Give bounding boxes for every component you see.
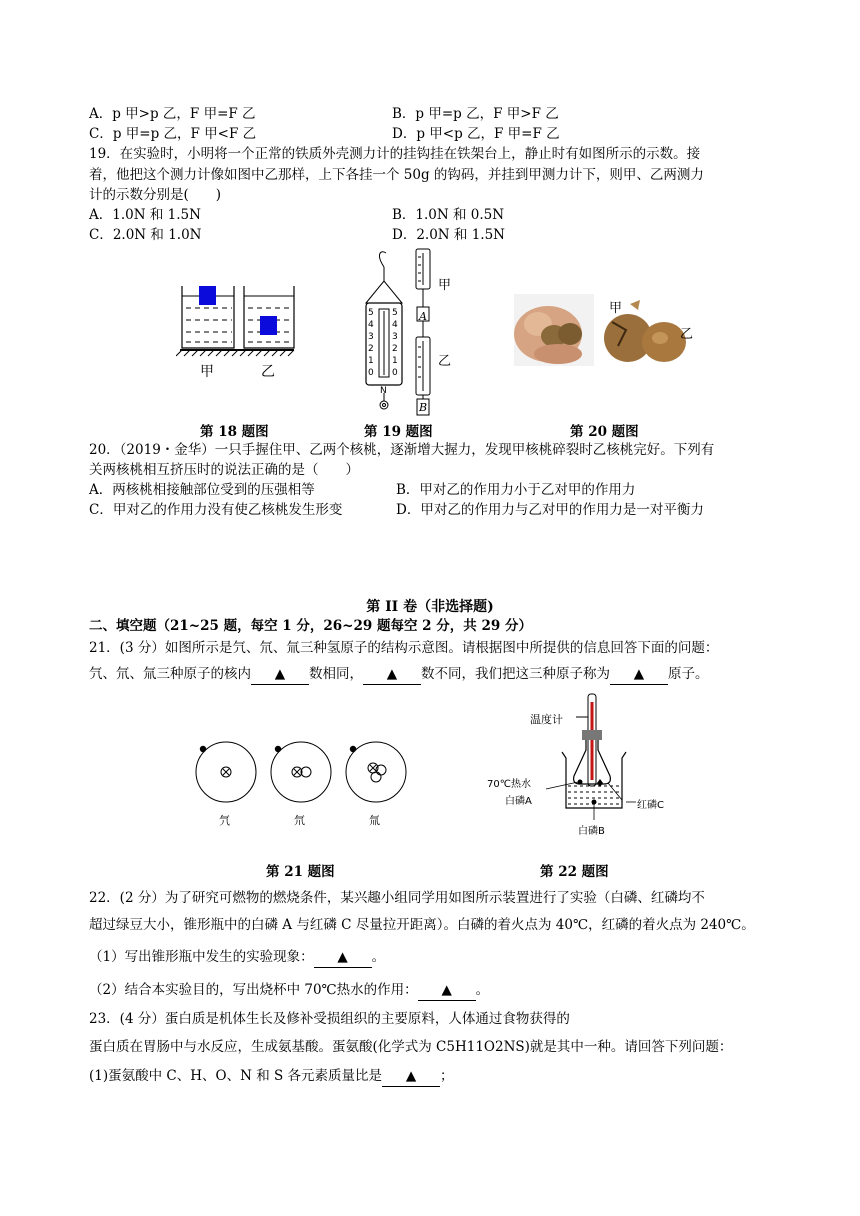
svg-text:N: N <box>380 386 387 396</box>
q22-blank-2[interactable]: ▲ <box>418 980 476 1001</box>
fig21-atom1-label: 氕 <box>219 814 230 827</box>
q21-stem-line1: 21．(3 分）如图所示是氕、氘、氚三种氢原子的结构示意图。请根据图中所提供的信息回答下面的问题： <box>89 640 719 656</box>
figure-21-hydrogen-atoms <box>190 734 416 810</box>
fig22-thermometer-label: 温度计 <box>530 713 563 726</box>
svg-text:2: 2 <box>368 344 374 354</box>
q21-stem-line2: 氕、氘、氚三种原子的核内 ▲ 数相同， ▲ 数不同，我们把这三种原子称为 ▲ 原子。 <box>89 664 709 685</box>
fig22-red-p-c-label: 红磷C <box>637 800 664 811</box>
svg-text:3: 3 <box>392 332 398 342</box>
svg-text:4: 4 <box>368 320 374 330</box>
fig18-label-yi: 乙 <box>261 364 275 380</box>
q20-stem-line2: 关两核桃相互挤压时的说法正确的是（ ） <box>89 462 359 478</box>
q21-blank-1[interactable]: ▲ <box>251 664 309 685</box>
section-part-heading: 二、填空题（21~25 题，每空 1 分，26~29 题每空 2 分，共 29 分） <box>89 618 532 634</box>
svg-text:5: 5 <box>368 308 374 318</box>
q23-stem-line1: 23．(4 分）蛋白质是机体生长及修补受损组织的主要原料，人体通过食物获得的 <box>89 1011 570 1027</box>
figure-18-containers <box>176 284 300 380</box>
fig20-label-jia: 甲 <box>609 301 623 316</box>
q18-option-a: A．p 甲>p 乙，F 甲=F 乙 <box>89 106 256 122</box>
figure-19-spring-scales <box>356 247 462 417</box>
q20-option-c: C．甲对乙的作用力没有使乙核桃发生形变 <box>89 502 343 518</box>
svg-text:1: 1 <box>368 356 374 366</box>
svg-text:0: 0 <box>368 368 374 378</box>
q19-stem-line3: 计的示数分别是( ) <box>89 187 222 203</box>
q23-stem-line2: 蛋白质在胃肠中与水反应，生成氨基酸。蛋氨酸(化学式为 C5H11O2NS)就是其中一种。请回答下列问题： <box>89 1039 733 1055</box>
q22-sub2: （2）结合本实验目的，写出烧杯中 70℃热水的作用： ▲ 。 <box>89 980 489 1001</box>
q22-sub1: （1）写出锥形瓶中发生的实验现象： ▲ 。 <box>89 947 385 968</box>
fig19-label-b: B <box>419 401 428 414</box>
fig19-caption: 第 19 题图 <box>364 424 433 440</box>
fig20-caption: 第 20 题图 <box>570 424 639 440</box>
q19-option-b: B．1.0N 和 0.5N <box>392 207 505 223</box>
q19-option-a: A．1.0N 和 1.5N <box>89 207 201 223</box>
q20-stem-line1: 20．（2019・金华）一只手握住甲、乙两个核桃，逐渐增大握力，发现甲核桃碎裂时乙核桃完好。下列有 <box>89 442 715 458</box>
q18-option-b: B．p 甲=p 乙，F 甲>F 乙 <box>392 106 559 122</box>
fig22-white-p-a-label: 白磷A <box>505 796 532 807</box>
fig20-label-yi: 乙 <box>680 327 694 342</box>
q20-option-a: A．两核桃相接触部位受到的压强相等 <box>89 482 315 498</box>
fig21-caption: 第 21 题图 <box>266 864 335 880</box>
fig22-white-p-b-label: 白磷B <box>578 826 605 837</box>
svg-text:0: 0 <box>392 368 398 378</box>
svg-text:2: 2 <box>392 344 398 354</box>
q18-option-d: D．p 甲<p 乙，F 甲=F 乙 <box>392 126 560 142</box>
fig22-hot-water-label: 70℃热水 <box>487 779 531 790</box>
fig18-label-jia: 甲 <box>200 364 214 380</box>
q21-blank-3[interactable]: ▲ <box>610 664 668 685</box>
fig22-caption: 第 22 题图 <box>540 864 609 880</box>
fig21-atom3-label: 氚 <box>369 814 380 827</box>
svg-text:3: 3 <box>368 332 374 342</box>
q20-option-d: D．甲对乙的作用力与乙对甲的作用力是一对平衡力 <box>396 502 704 518</box>
fig18-caption: 第 18 题图 <box>200 424 269 440</box>
svg-text:4: 4 <box>392 320 398 330</box>
q20-option-b: B．甲对乙的作用力小于乙对甲的作用力 <box>396 482 636 498</box>
svg-text:1: 1 <box>392 356 398 366</box>
fig19-label-yi: 乙 <box>438 354 452 369</box>
q22-stem-line1: 22．(2 分）为了研究可燃物的燃烧条件，某兴趣小组同学用如图所示装置进行了实验（白磷、红磷均不 <box>89 890 705 906</box>
q23-sub1: (1)蛋氨酸中 C、H、O、N 和 S 各元素质量比是 ▲ ； <box>89 1066 454 1087</box>
q21-blank-2[interactable]: ▲ <box>363 664 421 685</box>
figure-20-hand-walnuts-photo <box>514 294 594 366</box>
q18-option-c: C．p 甲=p 乙，F 甲<F 乙 <box>89 126 257 142</box>
q19-stem-line1: 19．在实验时，小明将一个正常的铁质外壳测力计的挂钩挂在铁架台上，静止时有如图所示的示数。接 <box>89 146 701 162</box>
q19-option-c: C．2.0N 和 1.0N <box>89 227 202 243</box>
q22-blank-1[interactable]: ▲ <box>314 947 372 968</box>
svg-text:5: 5 <box>392 308 398 318</box>
q22-stem-line2: 超过绿豆大小，锥形瓶中的白磷 A 与红磷 C 尽量拉开距离）。白磷的着火点为 40℃，红磷的着火点为 240℃。 <box>89 917 755 933</box>
q23-blank-1[interactable]: ▲ <box>382 1066 440 1087</box>
fig21-atom2-label: 氘 <box>294 814 305 827</box>
q19-option-d: D．2.0N 和 1.5N <box>392 227 505 243</box>
q19-stem-line2: 着，他把这个测力计像如图中乙那样，上下各挂一个 50g 的钩码，并挂到甲测力计下，则甲、乙两测力 <box>89 167 704 183</box>
fig19-label-jia: 甲 <box>438 278 452 293</box>
section-title: 第 II 卷（非选择题) <box>366 599 494 615</box>
fig19-label-a: A <box>419 310 427 323</box>
